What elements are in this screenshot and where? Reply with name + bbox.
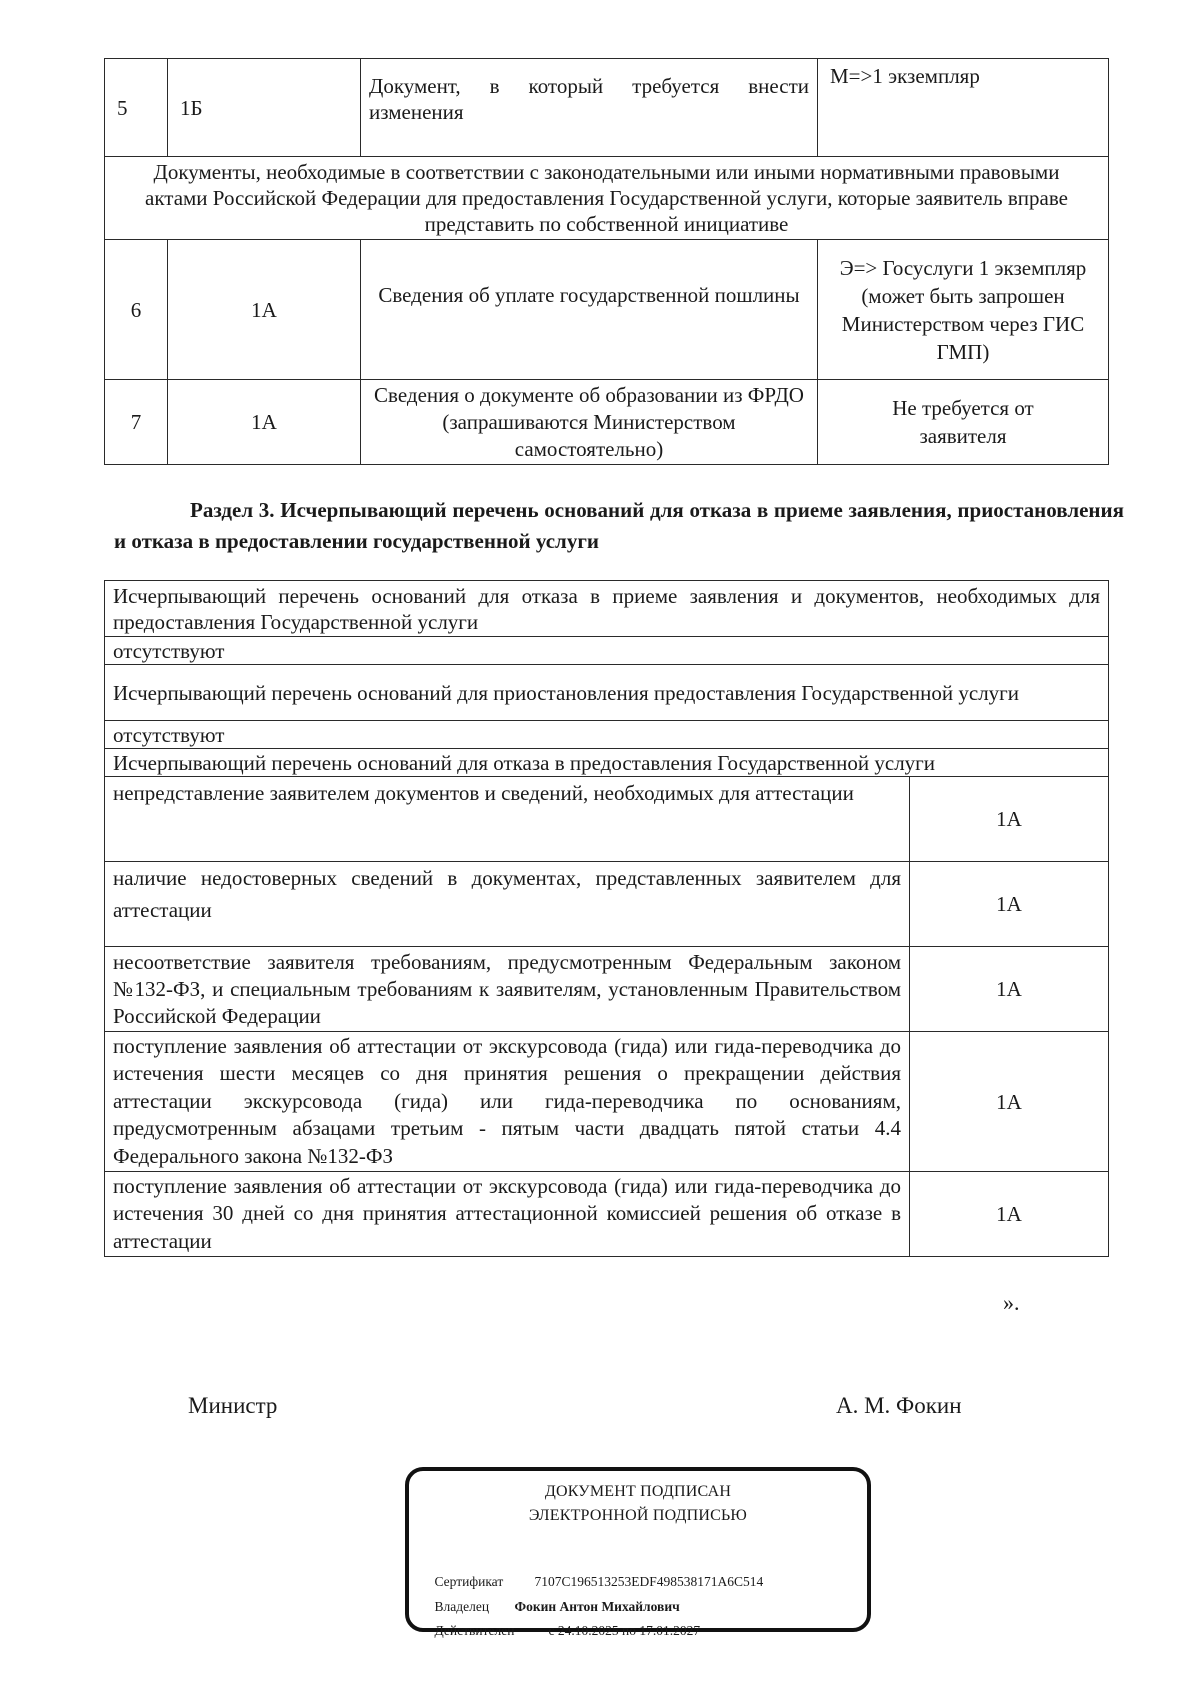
section-heading: Раздел 3. Исчерпывающий перечень оснований для отказа в приеме заявления, приостановления и отказа в предоставлении государственной услуги <box>114 498 1124 553</box>
stamp-owner-label: Владелец <box>434 1599 490 1614</box>
refusal-acceptance-value: отсутствуют <box>105 637 1109 665</box>
doc-name <box>361 59 818 157</box>
signatory-title: Министр <box>188 1393 278 1418</box>
ground-text: поступление заявления об аттестации от экскурсовода (гида) или гида-переводчика до истечения 30 дней со дня принятия аттестационной комиссией решения об отказе в аттестации <box>105 1172 910 1257</box>
doc-code: 1А <box>168 380 361 465</box>
doc-name: Сведения об уплате государственной пошлины <box>361 240 818 380</box>
table-row <box>105 637 1109 665</box>
suspension-value: отсутствуют <box>105 721 1109 749</box>
ground-text: поступление заявления об аттестации от экскурсовода (гида) или гида-переводчика до истечения шести месяцев со дня принятия решения о прекращении действия аттестации экскурсовода (гида) или гида-переводчика по основаниям, предусмотренным абзацами третьим - пятым части двадцать пятой статьи 4.4 Федерального закона №132-ФЗ <box>105 1032 910 1172</box>
stamp-validity-row <box>421 1607 700 1655</box>
ground-text: наличие недостоверных сведений в документах, представленных заявителем для аттестации <box>105 862 910 947</box>
section-header-cell: Документы, необходимые в соответствии с законодательными или иными нормативными правовыми актами Российской Федерации для предоставления Государственной услуги, которые заявитель вправе представить по собственной инициативе <box>105 157 1109 240</box>
ground-code: 1А <box>910 1032 1109 1172</box>
doc-form: М=>1 экземпляр <box>818 59 1109 157</box>
stamp-validity-label: Действителен <box>434 1623 515 1638</box>
ground-code: 1А <box>910 1172 1109 1257</box>
doc-form: Не требуется от заявителя <box>818 380 1109 465</box>
table-row <box>105 862 1109 947</box>
table-row <box>105 1032 1109 1172</box>
doc-code: 1А <box>168 240 361 380</box>
stamp-owner-value: Фокин Антон Михайлович <box>514 1599 680 1614</box>
table-row <box>105 380 1109 465</box>
table-row <box>105 665 1109 721</box>
closing-quote-mark: ». <box>1003 1290 1020 1315</box>
refusal-provision-header: Исчерпывающий перечень оснований для отказа в предоставления Государственной услуги <box>105 749 1109 777</box>
stamp-certificate-value: 7107C196513253EDF498538171A6C514 <box>534 1574 764 1589</box>
ground-code: 1А <box>910 777 1109 862</box>
ground-code: 1А <box>910 947 1109 1032</box>
table-row <box>105 581 1109 637</box>
doc-name: Сведения о документе об образовании из ФРДО (запрашиваются Министерством самостоятельно) <box>361 380 818 465</box>
table-row <box>105 947 1109 1032</box>
electronic-signature-stamp <box>405 1467 871 1638</box>
grounds-table <box>104 580 1109 1257</box>
ground-text: несоответствие заявителя требованиям, предусмотренным Федеральным законом №132-ФЗ, и специальным требованиям к заявителям, установленным Правительством Российской Федерации <box>105 947 910 1032</box>
documents-table <box>104 58 1109 465</box>
ground-text: непредставление заявителем документов и сведений, необходимых для аттестации <box>105 777 910 862</box>
ground-code: 1А <box>910 862 1109 947</box>
table-row <box>105 749 1109 777</box>
suspension-header: Исчерпывающий перечень оснований для приостановления предоставления Государственной услуги <box>105 665 1109 721</box>
row-number: 6 <box>105 240 168 380</box>
signatory-name: А. М. Фокин <box>836 1393 962 1418</box>
table-row <box>105 1172 1109 1257</box>
doc-code: 1Б <box>168 59 361 157</box>
refusal-acceptance-header: Исчерпывающий перечень оснований для отказа в приеме заявления и документов, необходимых для предоставления Государственной услуги <box>105 581 1109 637</box>
row-number: 5 <box>105 59 168 157</box>
table-row <box>105 59 1109 157</box>
stamp-title-line2: ЭЛЕКТРОННОЙ ПОДПИСЬЮ <box>528 1507 748 1524</box>
table-row <box>105 777 1109 862</box>
stamp-validity-value: с 24.10.2025 по 17.01.2027 <box>548 1623 701 1638</box>
table-section-row <box>105 157 1109 240</box>
table-row <box>105 721 1109 749</box>
table-row <box>105 240 1109 380</box>
doc-form: Э=> Госуслуги 1 экземпляр (может быть запрошен Министерством через ГИС ГМП) <box>818 240 1109 380</box>
row-number: 7 <box>105 380 168 465</box>
doc-name-text: Документ, в который требуется внести изменения <box>369 74 809 124</box>
stamp-certificate-label: Сертификат <box>434 1574 504 1589</box>
stamp-title-line1: ДОКУМЕНТ ПОДПИСАН <box>544 1483 732 1500</box>
